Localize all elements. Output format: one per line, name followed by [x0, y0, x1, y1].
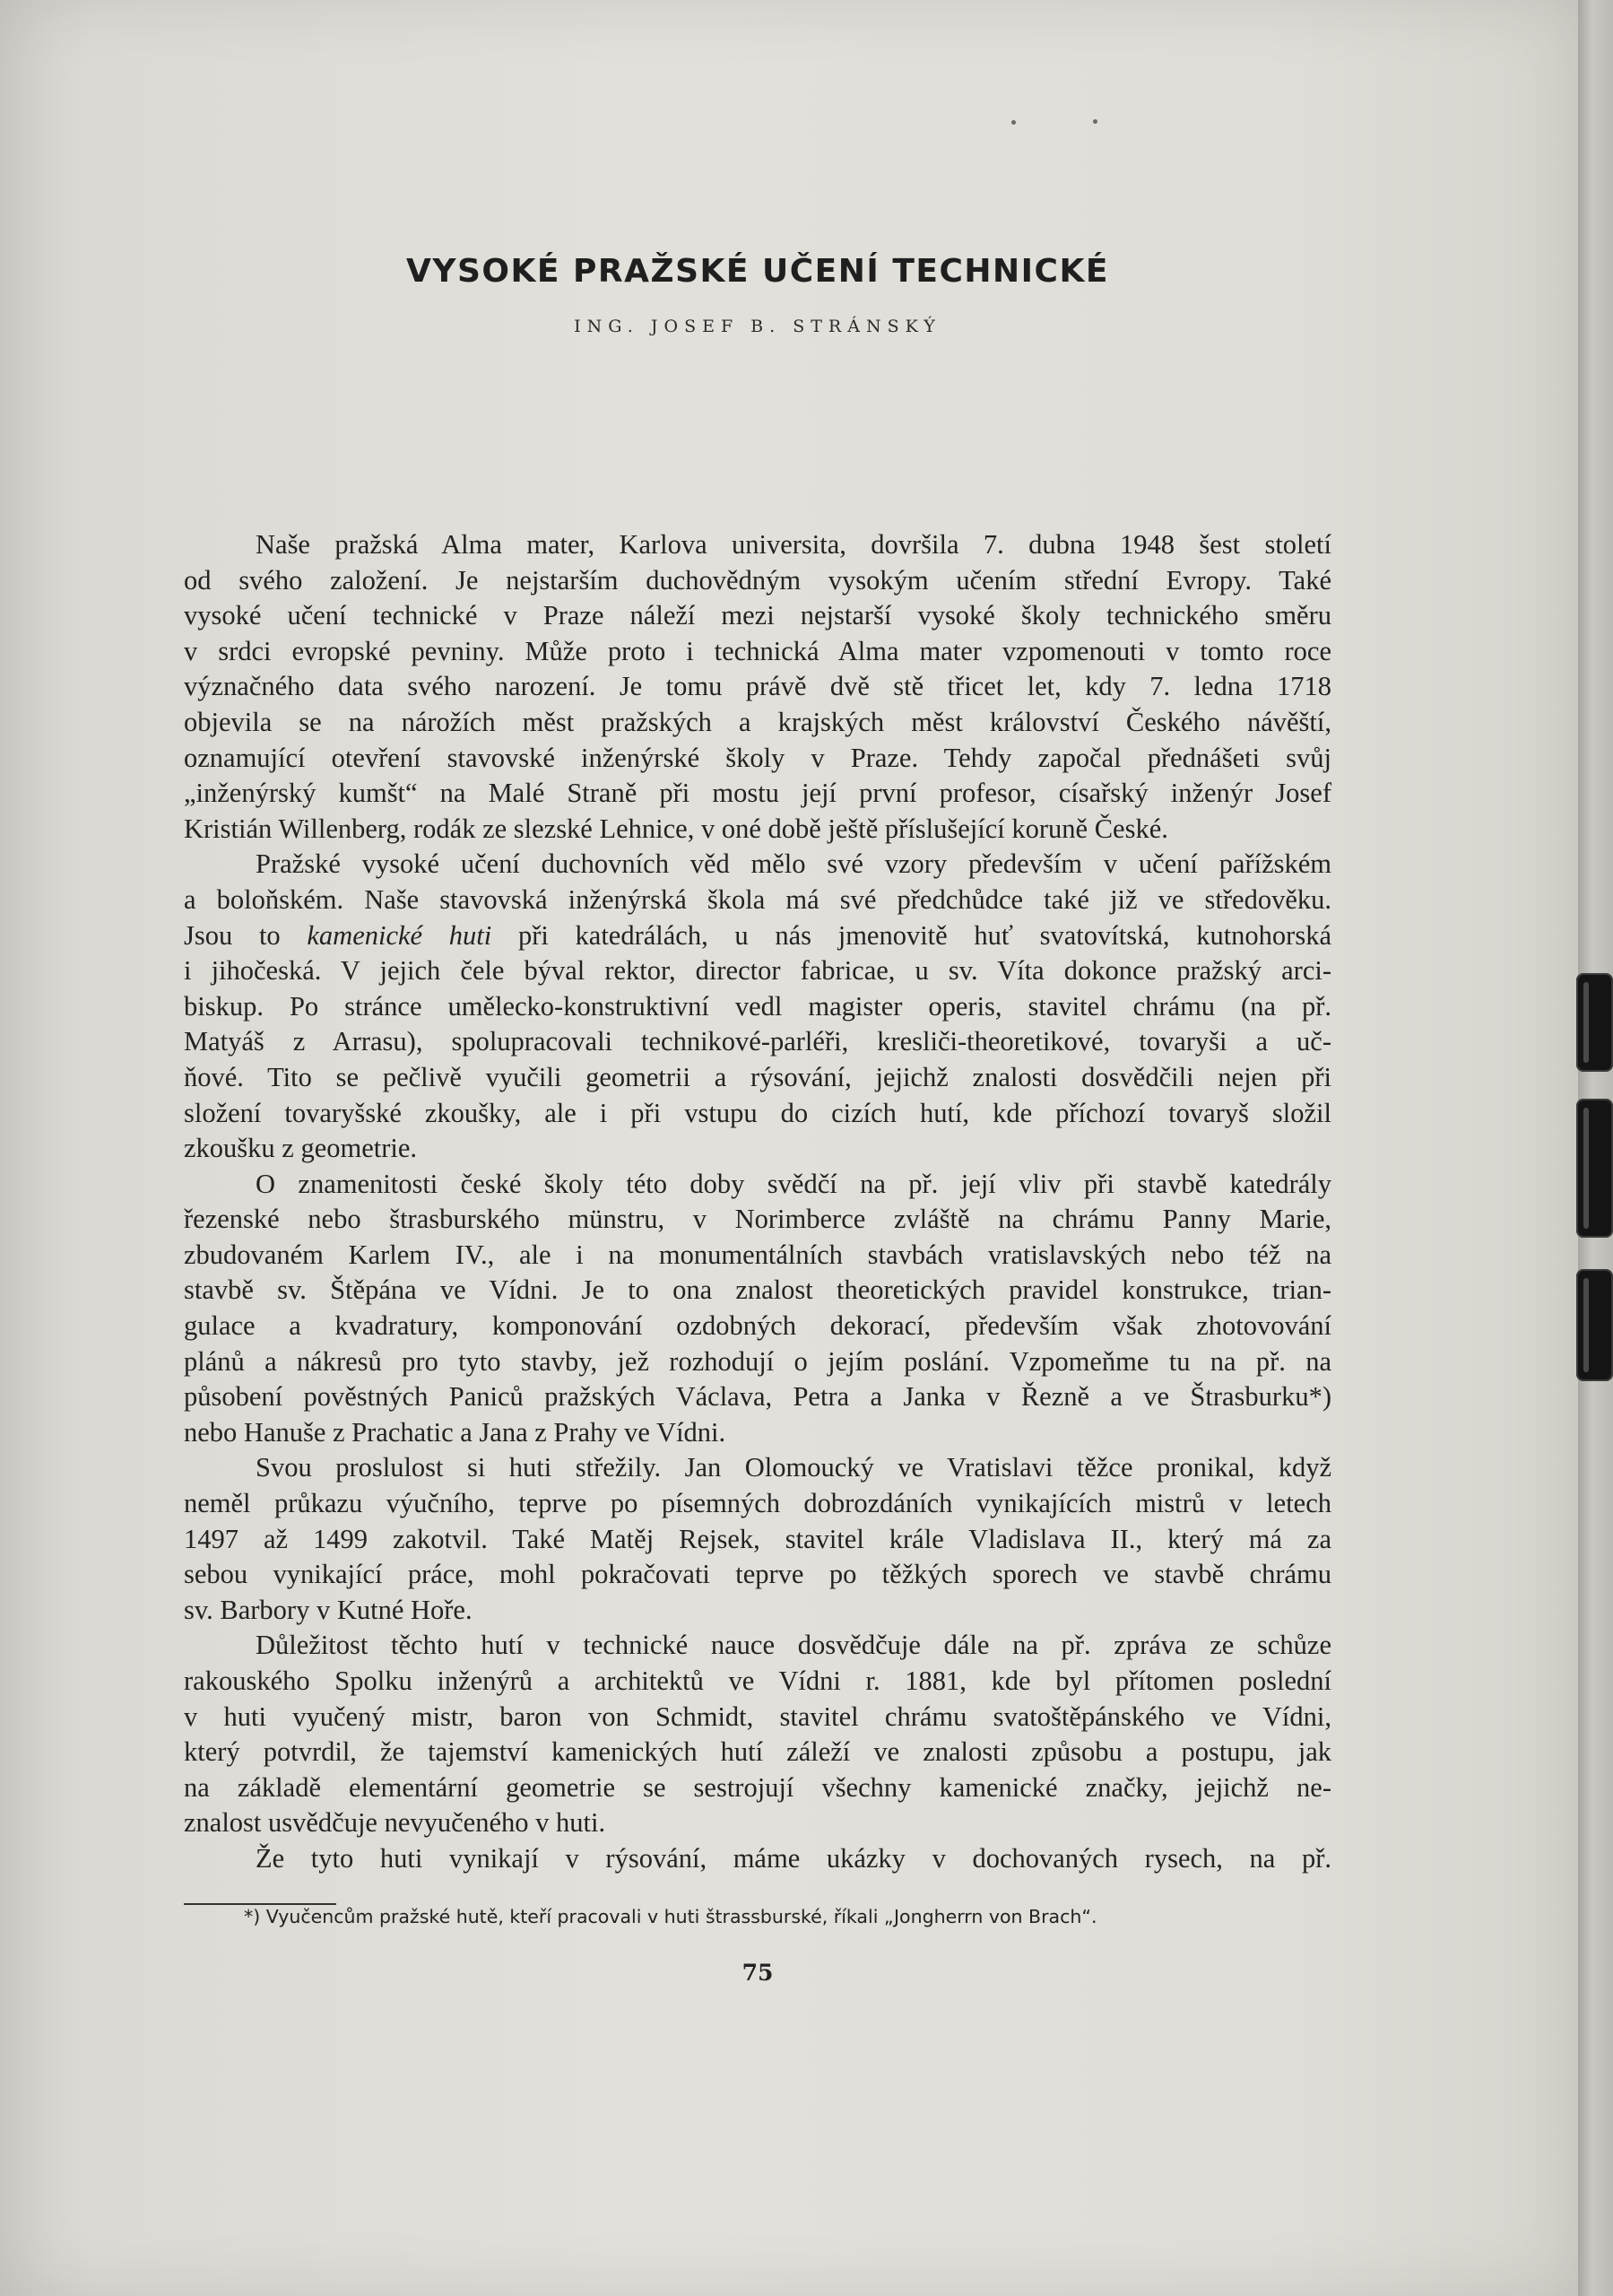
text-line: [184, 918, 1331, 954]
page-number: 75: [741, 1960, 774, 1986]
text-line: [184, 1770, 1331, 1806]
text-segment: význačného data svého narození. Je tomu právě dvě stě třicet let, kdy 7. ledna 1718: [184, 671, 1331, 702]
text-line: [184, 1096, 1331, 1132]
text-line: [184, 1309, 1331, 1344]
text-segment: a boloňském. Naše stavovská inženýrská škola má své předchůdce také již ve středověku.: [184, 883, 1331, 915]
text-segment: stavbě sv. Štěpána ve Vídni. Je to ona znalost theoretických pravidel konstrukce, trian-: [184, 1274, 1331, 1306]
text-segment: působení pověstných Paniců pražských Václava, Petra a Janka v Řezně a ve Štrasburku*): [184, 1381, 1331, 1413]
text-segment: v huti vyučený mistr, baron von Schmidt, stavitel chrámu svatoštěpánského ve Vídni,: [184, 1700, 1331, 1732]
article-title: VYSOKÉ PRAŽSKÉ UČENÍ TECHNICKÉ: [406, 253, 1109, 291]
text-segment: rakouského Spolku inženýrů a architektů ve Vídni r. 1881, kde byl přítomen poslední: [184, 1665, 1331, 1696]
text-segment: od svého založení. Je nejstarším duchovědným vysokým učením střední Evropy. Také: [184, 564, 1331, 596]
text-line: [184, 1379, 1331, 1415]
text-segment: v srdci evropské pevniny. Může proto i technická Alma mater vzpomenouti v tomto roce: [184, 635, 1331, 666]
text-segment: řezenské nebo štrasburského münstru, v Norimberce zvláště na chrámu Panny Marie,: [184, 1204, 1331, 1235]
text-line: [184, 776, 1331, 812]
text-segment: plánů a nákresů pro tyto stavby, jež rozhodují o jejím poslání. Vzpomeňme tu na př. na: [184, 1345, 1331, 1377]
text-segment: 1497 až 1499 zakotvil. Také Matěj Rejsek, stavitel krále Vladislava II., který má za: [184, 1523, 1331, 1554]
text-line: [184, 563, 1331, 599]
text-line: [184, 953, 1331, 989]
text-line: [184, 1486, 1331, 1522]
text-line: [184, 1628, 1331, 1664]
text-segment: „inženýrský kumšt“ na Malé Straně při mostu její první profesor, císařský inženýr Josef: [184, 778, 1331, 809]
text-line: [184, 1415, 1331, 1451]
text-segment: sebou vynikající práce, mohl pokračovati teprve po těžkých sporech ve stavbě chrámu: [184, 1559, 1331, 1590]
text-line: [184, 1167, 1331, 1203]
italic-text: kamenické huti: [307, 919, 492, 951]
text-line: [184, 1202, 1331, 1238]
text-segment: Matyáš z Arrasu), spolupracovali technikové-parléři, kresliči-theoretikové, tovaryši a uč-: [184, 1026, 1331, 1057]
text-segment: objevila se na nárožích měst pražských a krajských měst království Českého návěští,: [184, 706, 1331, 737]
article-body: [184, 527, 1331, 1877]
text-line: [184, 1664, 1331, 1700]
footnote-rule: [184, 1903, 336, 1905]
print-speck: [1093, 119, 1097, 124]
text-segment: Pražské vysoké učení duchovních věd mělo své vzory především v učení pařížském: [256, 848, 1331, 880]
text-line: [184, 1805, 1331, 1841]
text-line: [184, 847, 1331, 883]
text-segment: Že tyto huti vynikají v rýsování, máme ukázky v dochovaných rysech, na př.: [256, 1842, 1331, 1874]
text-segment: gulace a kvadratury, komponování ozdobných dekorací, především však zhotovování: [184, 1310, 1331, 1342]
text-line: [184, 1450, 1331, 1486]
print-speck: [1011, 120, 1016, 125]
text-segment: zbudovaném Karlem IV., ale i na monumentálních stavbách vratislavských nebo též na: [184, 1239, 1331, 1270]
binder-clip: [1576, 1099, 1613, 1238]
text-line: [184, 989, 1331, 1025]
text-line: [184, 1273, 1331, 1309]
text-line: [184, 741, 1331, 777]
text-segment: znalost usvědčuje nevyučeného v huti.: [184, 1807, 606, 1839]
text-segment: Svou proslulost si huti střežily. Jan Olomoucký ve Vratislavi těžce pronikal, když: [256, 1452, 1331, 1483]
text-segment: vysoké učení technické v Praze náleží mezi nejstarší vysoké školy technického směru: [184, 600, 1331, 631]
text-segment: Naše pražská Alma mater, Karlova universita, dovršila 7. dubna 1948 šest století: [256, 529, 1331, 560]
text-line: [184, 598, 1331, 634]
text-line: [184, 1593, 1331, 1629]
text-segment: ňové. Tito se pečlivě vyučili geometrii a rýsování, jejichž znalosti dosvědčili nejen při: [184, 1061, 1331, 1092]
binder-clip: [1576, 973, 1613, 1072]
text-line: [184, 1557, 1331, 1593]
text-line: [184, 1700, 1331, 1735]
text-segment: sv. Barbory v Kutné Hoře.: [184, 1594, 473, 1625]
text-segment: biskup. Po stránce umělecko-konstruktivní vedl magister operis, stavitel chrámu (na př.: [184, 990, 1331, 1022]
text-line: [184, 1735, 1331, 1770]
text-segment: zkoušku z geometrie.: [184, 1133, 418, 1164]
text-line: [184, 634, 1331, 670]
text-line: [184, 1344, 1331, 1380]
text-segment: Kristián Willenberg, rodák ze slezské Lehnice, v oné době ještě příslušející koruně České.: [184, 813, 1168, 844]
text-line: [184, 527, 1331, 563]
text-segment: složení tovaryšské zkoušky, ale i při vstupu do cizích hutí, kde příchozí tovaryš složil: [184, 1097, 1331, 1128]
text-segment: na základě elementární geometrie se sestrojují všechny kamenické značky, jejichž ne-: [184, 1771, 1331, 1803]
text-line: [184, 1841, 1331, 1877]
text-line: [184, 1060, 1331, 1096]
footnote: *) Vyučencům pražské hutě, kteří pracovali v huti štrassburské, říkali „Jongherrn von Brach“.: [244, 1906, 1097, 1927]
text-line: [184, 1238, 1331, 1274]
text-segment: neměl průkazu výučního, teprve po písemných dobrozdáních vynikajících mistrů v letech: [184, 1488, 1331, 1519]
text-segment: i jihočeská. V jejich čele býval rektor, director fabricae, u sv. Víta dokonce pražský arci-: [184, 955, 1331, 987]
text-segment: Jsou to: [184, 919, 308, 951]
article-author: ING. JOSEF B. STRÁNSKÝ: [574, 317, 941, 336]
text-segment: O znamenitosti české školy této doby svědčí na př. její vliv při stavbě katedrály: [256, 1168, 1331, 1199]
text-segment: Důležitost těchto hutí v technické nauce dosvědčuje dále na př. zpráva ze schůze: [256, 1630, 1331, 1661]
text-line: [184, 812, 1331, 848]
text-line: [184, 883, 1331, 918]
text-segment: při katedrálách, u nás jmenovitě huť svatovítská, kutnohorská: [491, 919, 1331, 951]
text-segment: který potvrdil, že tajemství kamenických hutí záleží ve znalosti způsobu a postupu, jak: [184, 1736, 1331, 1768]
text-line: [184, 1522, 1331, 1558]
text-segment: nebo Hanuše z Prachatic a Jana z Prahy ve Vídni.: [184, 1416, 726, 1448]
text-line: [184, 705, 1331, 741]
text-line: [184, 669, 1331, 705]
binder-clip: [1576, 1269, 1613, 1381]
text-segment: oznamující otevření stavovské inženýrské školy v Praze. Tehdy započal přednášeti svůj: [184, 742, 1331, 773]
text-line: [184, 1024, 1331, 1060]
text-line: [184, 1131, 1331, 1167]
